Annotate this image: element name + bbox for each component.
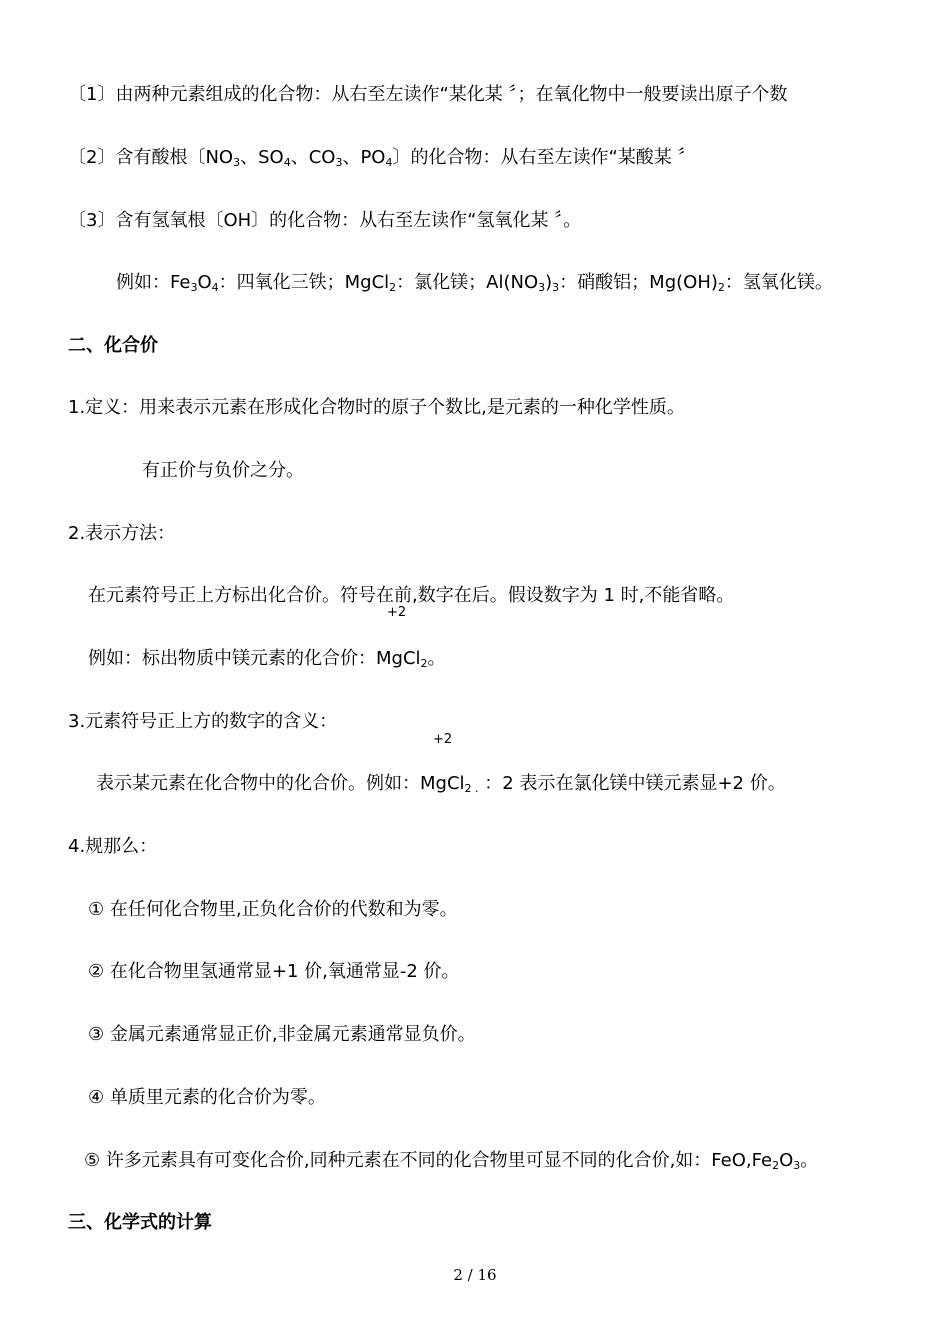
method-example: 例如：标出物质中镁元素的化合价：MgCl$_2$。 [88,648,446,670]
meaning-valence-mark: +2 [433,732,453,747]
meaning-title: 3.元素符号正上方的数字的含义： [68,711,338,732]
valence-definition-note: 有正价与负价之分。 [142,460,304,481]
naming-rule-1: 〔1〕由两种元素组成的化合物：从右至左读作“某化某 〞；在氧化物中一般要读出原子个数 [68,84,788,105]
valence-rule-2: ② 在化合物里氢通常显+1 价,氧通常显-2 价。 [88,961,460,982]
valence-rule-5: ⑤ 许多元素具有可变化合价,同种元素在不同的化合物里可显不同的化合价,如：$FeO,Fe_2O_3$。 [84,1150,819,1172]
valence-definition: 1.定义：用来表示元素在形成化合物时的原子个数比,是元素的一种化学性质。 [68,397,685,418]
method-text: 在元素符号正上方标出化合价。符号在前,数字在后。假设数字为 1 时,不能省略。 [88,585,735,606]
meaning-text: 表示某元素在化合物中的化合价。例如：MgCl$_{2 .}$ ：2 表示在氯化镁中镁元素显+2 价。 [96,773,786,795]
naming-examples: 例如：$Fe_3O_4$：四氧化三铁；MgCl$_2$：氯化镁；$Al(NO_3)_3$：硝酸铝；$Mg(OH)_2$：氢氧化镁。 [116,272,833,294]
section-heading-valence: 二、化合价 [68,335,158,356]
naming-rule-2: 〔2〕含有酸根〔$NO_3$、$SO_4$、$CO_3$、$PO_4$〕的化合物：从右至左读作“某酸某 〞 [68,147,696,169]
method-title: 2.表示方法： [68,523,176,544]
valence-rule-1: ① 在任何化合物里,正负化合价的代数和为零。 [88,899,458,920]
valence-rule-4: ④ 单质里元素的化合价为零。 [88,1087,326,1108]
method-valence-mark: +2 [387,605,407,620]
page-number: 2 / 16 [453,1266,497,1284]
rules-title: 4.规那么： [68,836,158,857]
section-heading-formula-calc: 三、化学式的计算 [68,1212,212,1233]
valence-rule-3: ③ 金属元素通常显正价,非金属元素通常显负价。 [88,1024,476,1045]
naming-rule-3: 〔3〕含有氢氧根〔OH〕的化合物：从右至左读作“氢氧化某 〞。 [68,210,582,231]
